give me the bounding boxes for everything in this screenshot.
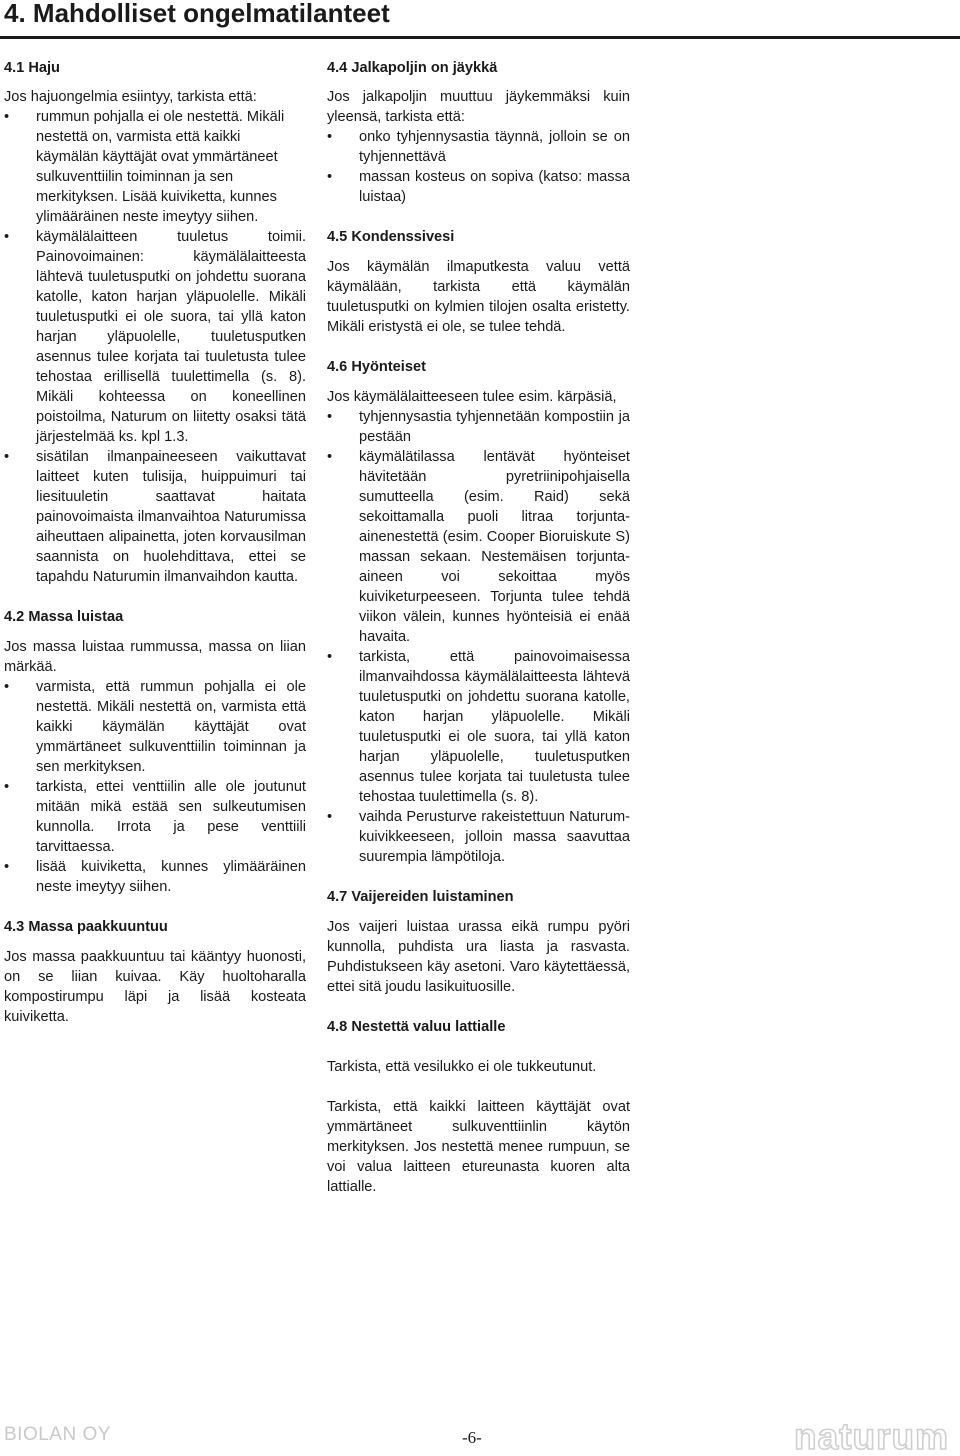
section-text: Tarkista, että vesilukko ei ole tukkeutunut. bbox=[327, 1059, 597, 1075]
list-item: • vaihda Perusturve rakeistettuun Naturum-kuivikkeeseen, jolloin massa saavuttaa suurempia lämpötiloja. bbox=[327, 807, 630, 867]
list-item: • käymälätilassa lentävät hyönteiset hävitetään pyretriinipohjaisella sumutteella (esim. Raid) sekä sekoittamalla puoli litraa torjunta-ainenestettä (esim. Cooper Bioruiskute S) massan sekaan. Nestemäisen torjunta-aineen voi sekoittaa myös kuiviketurpeeseen. Torjunta tulee tehdä viikon välein, kunnes hyönteisiä ei enää havaita. bbox=[327, 447, 630, 647]
bullet-list bbox=[327, 127, 630, 207]
section-text: Tarkista, että kaikki laitteen käyttäjät ovat ymmärtäneet sulkuventtiinlin käytön merkityksen. Jos nestettä menee rumpuun, se voi valua laitteen etureunasta kuoren alta lattialle. bbox=[327, 1099, 630, 1195]
section-massa-luistaa bbox=[4, 607, 306, 897]
section-intro: Jos massa luistaa rummussa, massa on liian märkää. bbox=[4, 639, 306, 675]
list-item: • tarkista, ettei venttiilin alle ole joutunut mitään mikä estää sen sulkeutumisen kunnolla. Irrota ja pese venttiili tarvittaessa. bbox=[4, 777, 306, 857]
bullet-list bbox=[4, 107, 306, 587]
list-item: • sisätilan ilmanpaineeseen vaikuttavat laitteet kuten tulisija, huippuimuri tai liesituuletin saattavat haitata painovoimaista ilmanvaihtoa Naturumissa aiheuttaen alipainetta, joten korvausilman saannista on huolehdittava, ettei se tapahdu Naturumin ilmanvaihdon kautta. bbox=[4, 447, 306, 587]
list-item: • massan kosteus on sopiva (katso: massa luistaa) bbox=[327, 167, 630, 207]
bullet-list bbox=[327, 407, 630, 867]
list-item: • rummun pohjalla ei ole nestettä. Mikäli nestettä on, varmista että kaikki käymälän käyttäjät ovat ymmärtäneet sulkuventtiilin toiminnan ja sen merkityksen. Lisää kuiviketta, kunnes ylimääräinen neste imeytyy siihen. bbox=[4, 107, 306, 227]
section-nestetta-lattialle bbox=[327, 1017, 630, 1197]
section-jalkapoljin bbox=[327, 58, 630, 207]
list-item: • varmista, että rummun pohjalla ei ole nestettä. Mikäli nestettä on, varmista että kaikki käymälän käyttäjät ovat ymmärtäneet sulkuventtiilin toiminnan ja sen merkityksen. bbox=[4, 677, 306, 777]
left-column bbox=[4, 58, 306, 1027]
section-massa-paakkuuntuu bbox=[4, 917, 306, 1027]
section-vaijerit bbox=[327, 887, 630, 997]
list-item: • tyhjennysastia tyhjennetään kompostiin ja pestään bbox=[327, 407, 630, 447]
list-item: • käymälälaitteen tuuletus toimii. Painovoimainen: käymälälaitteesta lähtevä tuuletusputki on johdettu suorana katolle, katon harjan yläpuolelle. Mikäli tuuletusputki ei ole suora, tai yllä katon harjan yläpuolelle, tuuletusputken asennus tulee korjata tai tuuletusta tulee tehostaa erillisellä tuulettimella (s. 8). Mikäli kohteessa on koneellinen poistoilma, Naturum on liitetty osaksi tätä järjestelmää ks. kpl 1.3. bbox=[4, 227, 306, 447]
section-text: Jos käymälän ilmaputkesta valuu vettä käymälään, tarkista että käymälän tuuletusputki on kylmien tilojen osalta eristetty. Mikäli eristystä ei ole, se tulee tehdä. bbox=[327, 259, 630, 335]
section-intro: Jos jalkapoljin muuttuu jäykemmäksi kuin yleensä, tarkista että: bbox=[327, 89, 630, 125]
page-number: -6- bbox=[462, 1428, 482, 1447]
section-heading: 4.5 Kondenssivesi bbox=[327, 229, 455, 245]
footer-company: BIOLAN OY bbox=[4, 1424, 111, 1445]
section-heading: 4.7 Vaijereiden luistaminen bbox=[327, 889, 514, 905]
section-text: Jos massa paakkuuntuu tai kääntyy huonosti, on se liian kuivaa. Käy huoltoharalla kompostirumpu läpi ja lisää kosteata kuiviketta. bbox=[4, 949, 306, 1025]
section-haju bbox=[4, 58, 306, 587]
section-kondenssivesi bbox=[327, 227, 630, 337]
list-item: • tarkista, että painovoimaisessa ilmanvaihdossa käymälälaitteesta lähtevä tuuletusputki on johdettu suorana katolle, katon harjan yläpuolelle. Mikäli tuuletusputki ei ole suora, tai yllä katon harjan yläpuolelle, tuuletusputken asennus tulee korjata tai tuuletusta tulee tehostaa tuulettimella (s. 8). bbox=[327, 647, 630, 807]
section-heading: 4.2 Massa luistaa bbox=[4, 609, 124, 625]
title-rule bbox=[0, 36, 960, 39]
section-heading: 4.6 Hyönteiset bbox=[327, 359, 426, 375]
section-intro: Jos käymälälaitteeseen tulee esim. kärpäsiä, bbox=[327, 389, 617, 405]
right-column bbox=[327, 58, 630, 1197]
section-hyonteiset bbox=[327, 357, 630, 867]
section-heading: 4.4 Jalkapoljin on jäykkä bbox=[327, 60, 498, 76]
section-text: Jos vaijeri luistaa urassa eikä rumpu pyöri kunnolla, puhdista ura liasta ja rasvasta. Puhdistukseen käy asetoni. Varo käytettäessä, ettei sitä joudu lasikuituosille. bbox=[327, 919, 630, 995]
page-title: 4. Mahdolliset ongelmatilanteet bbox=[4, 0, 390, 28]
section-heading: 4.8 Nestettä valuu lattialle bbox=[327, 1019, 506, 1035]
list-item: • lisää kuiviketta, kunnes ylimääräinen neste imeytyy siihen. bbox=[4, 857, 306, 897]
section-heading: 4.3 Massa paakkuuntuu bbox=[4, 919, 168, 935]
list-item: • onko tyhjennysastia täynnä, jolloin se on tyhjennettävä bbox=[327, 127, 630, 167]
section-heading: 4.1 Haju bbox=[4, 60, 60, 76]
bullet-list bbox=[4, 677, 306, 897]
svg-text:naturum: naturum bbox=[794, 1418, 949, 1456]
section-intro: Jos hajuongelmia esiintyy, tarkista että: bbox=[4, 89, 257, 105]
naturum-logo bbox=[792, 1418, 958, 1456]
